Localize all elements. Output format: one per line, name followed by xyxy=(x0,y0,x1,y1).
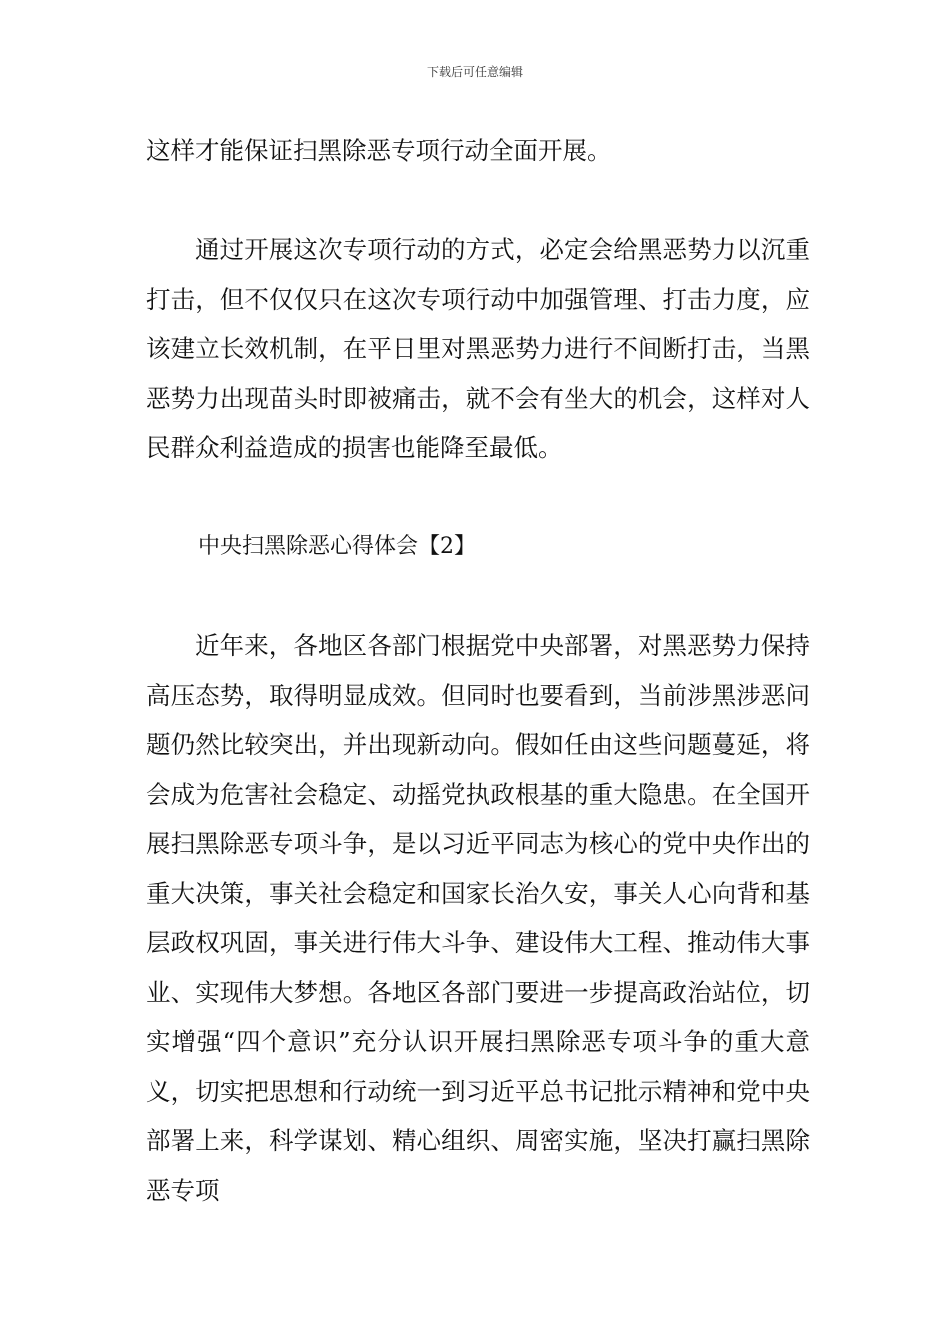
paragraph-continued: 这样才能保证扫黑除恶专项行动全面开展。 xyxy=(146,136,612,165)
paragraph-gap xyxy=(146,473,810,523)
page-header-note: 下载后可任意编辑 xyxy=(426,65,523,79)
paragraph-1: 通过开展这次专项行动的方式，必定会给黑恶势力以沉重打击，但不仅仅只在这次专项行动中加强管理、打击力度，应该建立长效机制，在平日里对黑恶势力进行不间断打击，当黑恶势力出现苗头时即被痛击，就不会有坐大的机会，这样对人民群众利益造成的损害也能降至最低。 xyxy=(146,235,810,462)
paragraph-gap xyxy=(146,176,810,226)
paragraph-gap xyxy=(146,572,810,622)
section-heading: 中央扫黑除恶心得体会【2】 xyxy=(198,534,476,559)
paragraph-2: 近年来，各地区各部门根据党中央部署，对黑恶势力保持高压态势，取得明显成效。但同时也要看到，当前涉黑涉恶问题仍然比较突出，并出现新动向。假如任由这些问题蔓延，将会成为危害社会稳定、动摇党执政根基的重大隐患。在全国开展扫黑除恶专项斗争，是以习近平同志为核心的党中央作出的重大决策，事关社会稳定和国家长治久安，事关人心向背和基层政权巩固，事关进行伟大斗争、建设伟大工程、推动伟大事业、实现伟大梦想。各地区各部门要进一步提高政治站位，切实增强“四个意识”充分认识开展扫黑除恶专项斗争的重大意义，切实把思想和行动统一到习近平总书记批示精神和党中央部署上来，科学谋划、精心组织、周密实施，坚决打赢扫黑除恶专项 xyxy=(146,631,810,1205)
document-body xyxy=(146,126,810,1215)
